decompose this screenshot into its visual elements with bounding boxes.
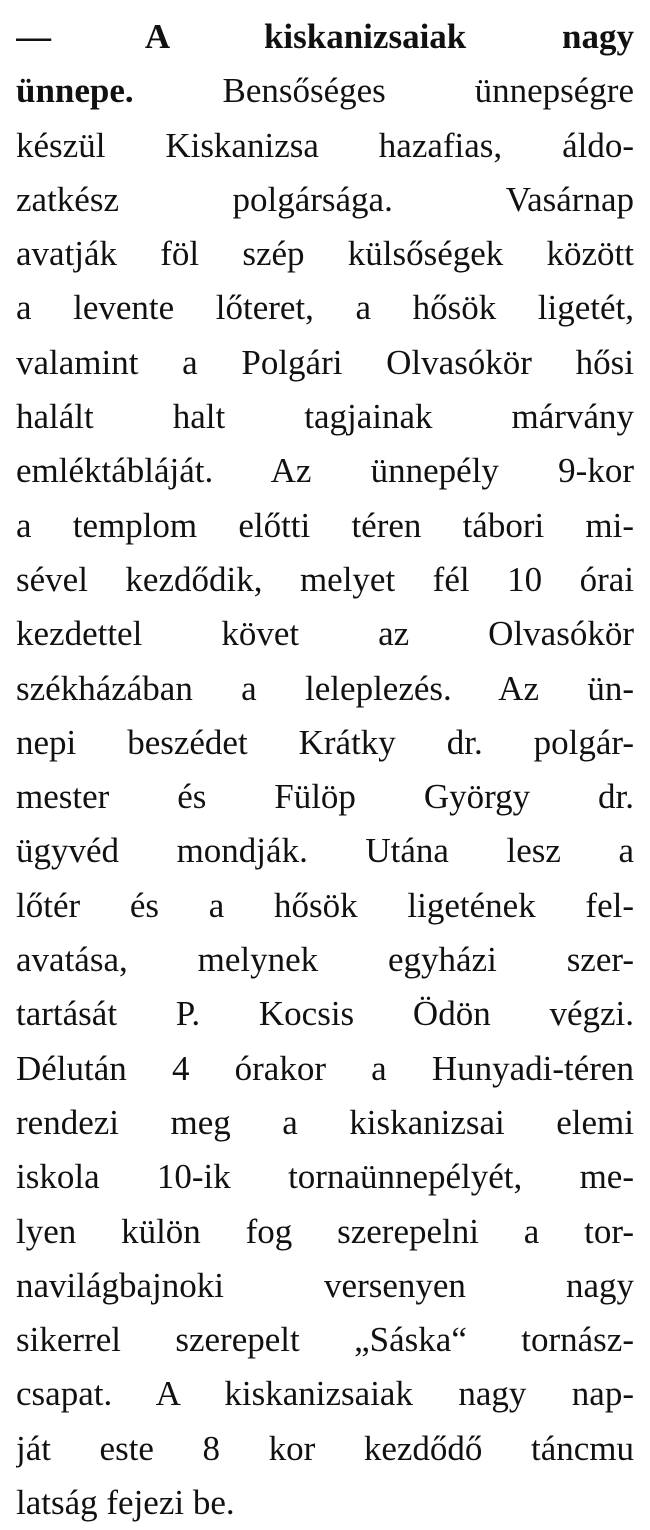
article-line: halált halt tagjainak márvány — [16, 397, 634, 437]
article-line: székházában a leleplezés. Az ün- — [16, 668, 634, 708]
article-line: latság fejezi be. — [16, 1483, 235, 1523]
article-line: tartását P. Kocsis Ödön végzi. — [16, 994, 634, 1034]
article-line: ünnepe. Bensőséges ünnepségre — [16, 71, 634, 111]
article-line: zatkész polgársága. Vasárnap — [16, 179, 634, 219]
article-line: sikerrel szerepelt „Sáska“ tornász- — [16, 1320, 634, 1360]
article-line: sével kezdődik, melyet fél 10 órai — [16, 559, 634, 599]
article-line: csapat. A kiskanizsaiak nagy nap- — [16, 1374, 634, 1414]
article-line: avatása, melynek egyházi szer- — [16, 940, 634, 980]
article-line: kezdettel követ az Olvasókör — [16, 614, 634, 654]
article-line: ját este 8 kor kezdődő táncmu — [16, 1428, 634, 1468]
article-line: a levente lőteret, a hősök ligetét, — [16, 288, 634, 328]
article-line: lőtér és a hősök ligetének fel- — [16, 885, 634, 925]
news-article — [16, 10, 634, 1530]
article-line: készül Kiskanizsa hazafias, áldo- — [16, 125, 634, 165]
article-line: avatják föl szép külsőségek között — [16, 234, 634, 274]
article-line: a templom előtti téren tábori mi- — [16, 505, 634, 545]
article-line: mester és Fülöp György dr. — [16, 777, 634, 817]
article-line: ügyvéd mondják. Utána lesz a — [16, 831, 634, 871]
article-headline-end: ünnepe. — [16, 71, 134, 111]
article-line: lyen külön fog szerepelni a tor- — [16, 1211, 634, 1251]
article-line: navilágbajnoki versenyen nagy — [16, 1265, 634, 1305]
article-headline: — A kiskanizsaiak nagy — [16, 17, 634, 56]
article-line: emléktábláját. Az ünnepély 9-kor — [16, 451, 634, 491]
article-line: rendezi meg a kiskanizsai elemi — [16, 1102, 634, 1142]
article-line: valamint a Polgári Olvasókör hősi — [16, 342, 634, 382]
article-line: Délután 4 órakor a Hunyadi-téren — [16, 1048, 634, 1088]
article-line — [16, 10, 634, 64]
article-line: nepi beszédet Krátky dr. polgár- — [16, 722, 634, 762]
article-line: iskola 10-ik tornaünnepélyét, me- — [16, 1157, 634, 1197]
